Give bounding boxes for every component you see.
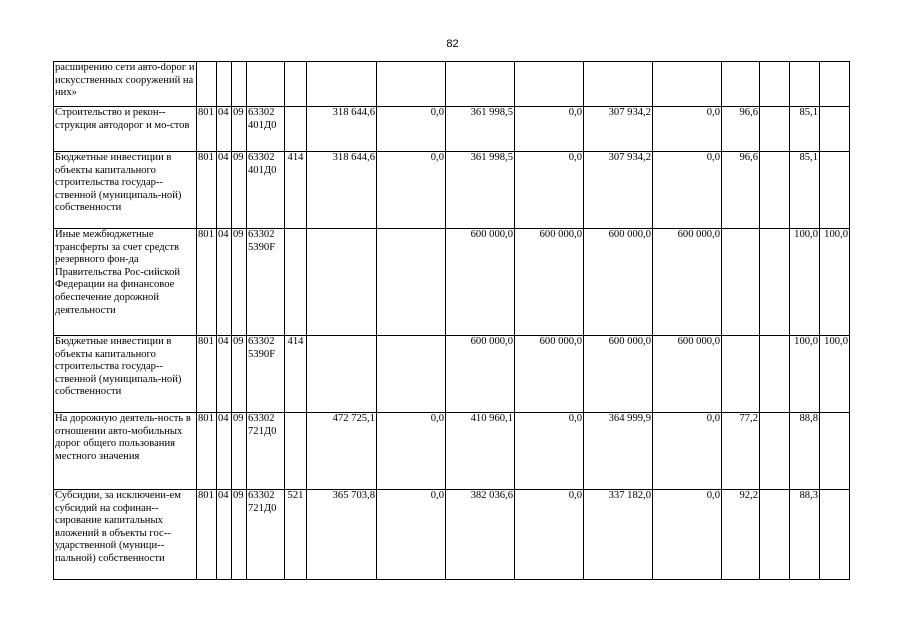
cell-exec-2018: 600 000,0 xyxy=(584,336,653,413)
cell-exec-2018-fed: 600 000,0 xyxy=(653,336,722,413)
cell-plan-2017-fed xyxy=(377,336,446,413)
cell-exec-2018: 600 000,0 xyxy=(584,229,653,336)
cell-pct-vs-plan-fed: 100,0 xyxy=(820,336,850,413)
cell-pct-vs-plan xyxy=(790,62,820,107)
cell-vr xyxy=(285,107,307,152)
cell-vr: 414 xyxy=(285,152,307,229)
cell-exec-2018-fed: 600 000,0 xyxy=(653,229,722,336)
cell-pct-vs-2017-fed xyxy=(760,490,790,580)
cell-csr: 63302 5390F xyxy=(247,229,285,336)
cell-kvsr: 801 xyxy=(197,152,217,229)
cell-plan-2017: 365 703,8 xyxy=(307,490,377,580)
cell-pct-vs-2017: 77,2 xyxy=(722,413,760,490)
row-name-cell: расширению сети авто-dорог и искусственных сооружений на них» xyxy=(54,62,197,107)
row-name-cell: Бюджетные инвестиции в объекты капитального строительства государ-ственной (муниципаль-ной) собственности xyxy=(54,336,197,413)
cell-exec-2018-fed: 0,0 xyxy=(653,107,722,152)
cell-rz: 04 xyxy=(217,413,232,490)
cell-plan-2017-fed: 0,0 xyxy=(377,107,446,152)
cell-kvsr: 801 xyxy=(197,107,217,152)
row-name-cell: Иные межбюджетные трансферты за счет средств резервного фон-да Правительства Рос-сийской Федерации на финансовое обеспечение дорожной деятельности xyxy=(54,229,197,336)
cell-plan-2017: 318 644,6 xyxy=(307,152,377,229)
cell-csr: 63302 721Д0 xyxy=(247,490,285,580)
cell-pct-vs-2017 xyxy=(722,229,760,336)
cell-rz: 04 xyxy=(217,336,232,413)
cell-pct-vs-plan-fed xyxy=(820,107,850,152)
cell-plan-2018-fed xyxy=(515,62,584,107)
cell-pct-vs-2017-fed xyxy=(760,413,790,490)
cell-rz: 04 xyxy=(217,107,232,152)
cell-plan-2017-fed xyxy=(377,229,446,336)
cell-kvsr xyxy=(197,62,217,107)
cell-plan-2018-fed: 600 000,0 xyxy=(515,336,584,413)
cell-vr: 414 xyxy=(285,336,307,413)
budget-table xyxy=(53,61,850,580)
table-row xyxy=(54,336,850,413)
cell-plan-2018 xyxy=(446,62,515,107)
cell-pct-vs-2017: 96,6 xyxy=(722,107,760,152)
cell-pct-vs-2017: 96,6 xyxy=(722,152,760,229)
cell-exec-2018-fed: 0,0 xyxy=(653,413,722,490)
cell-vr: 521 xyxy=(285,490,307,580)
cell-rz xyxy=(217,62,232,107)
cell-plan-2017 xyxy=(307,62,377,107)
cell-exec-2018: 337 182,0 xyxy=(584,490,653,580)
cell-vr xyxy=(285,413,307,490)
cell-plan-2017: 472 725,1 xyxy=(307,413,377,490)
cell-pct-vs-plan-fed xyxy=(820,152,850,229)
cell-pct-vs-plan: 85,1 xyxy=(790,107,820,152)
cell-pct-vs-plan: 88,3 xyxy=(790,490,820,580)
table-row xyxy=(54,229,850,336)
cell-pct-vs-2017 xyxy=(722,62,760,107)
cell-csr: 63302 401Д0 xyxy=(247,107,285,152)
cell-exec-2018-fed: 0,0 xyxy=(653,152,722,229)
cell-pct-vs-2017-fed xyxy=(760,229,790,336)
cell-pct-vs-plan: 100,0 xyxy=(790,336,820,413)
cell-kvsr: 801 xyxy=(197,490,217,580)
cell-pr xyxy=(232,62,247,107)
cell-plan-2018: 600 000,0 xyxy=(446,336,515,413)
cell-exec-2018: 307 934,2 xyxy=(584,152,653,229)
cell-plan-2018: 361 998,5 xyxy=(446,107,515,152)
table-row xyxy=(54,62,850,107)
cell-pct-vs-2017-fed xyxy=(760,152,790,229)
cell-plan-2018: 382 036,6 xyxy=(446,490,515,580)
cell-vr xyxy=(285,229,307,336)
cell-rz: 04 xyxy=(217,152,232,229)
cell-plan-2017-fed: 0,0 xyxy=(377,152,446,229)
cell-csr: 63302 401Д0 xyxy=(247,152,285,229)
row-name-cell: Субсидии, за исключени-ем субсидий на софинан-сирование капитальных вложений в объекты гос-ударственной (муници-пальной) собственности xyxy=(54,490,197,580)
cell-exec-2018-fed: 0,0 xyxy=(653,490,722,580)
row-name-cell: На дорожную деятель-ность в отношении авто-мобильных дорог общего пользования местного значения xyxy=(54,413,197,490)
cell-pct-vs-plan: 85,1 xyxy=(790,152,820,229)
cell-pct-vs-plan-fed xyxy=(820,413,850,490)
cell-exec-2018: 307 934,2 xyxy=(584,107,653,152)
cell-plan-2017 xyxy=(307,336,377,413)
cell-csr xyxy=(247,62,285,107)
cell-plan-2017 xyxy=(307,229,377,336)
cell-exec-2018 xyxy=(584,62,653,107)
row-name-cell: Бюджетные инвестиции в объекты капитального строительства государ-ственной (муниципаль-ной) собственности xyxy=(54,152,197,229)
cell-pct-vs-plan-fed xyxy=(820,62,850,107)
cell-csr: 63302 721Д0 xyxy=(247,413,285,490)
cell-pct-vs-2017 xyxy=(722,336,760,413)
cell-pr: 09 xyxy=(232,229,247,336)
cell-plan-2018: 410 960,1 xyxy=(446,413,515,490)
cell-plan-2017: 318 644,6 xyxy=(307,107,377,152)
cell-plan-2018: 361 998,5 xyxy=(446,152,515,229)
table-row xyxy=(54,413,850,490)
cell-plan-2018-fed: 0,0 xyxy=(515,152,584,229)
cell-pct-vs-plan: 100,0 xyxy=(790,229,820,336)
cell-pr: 09 xyxy=(232,107,247,152)
cell-plan-2017-fed: 0,0 xyxy=(377,413,446,490)
cell-kvsr: 801 xyxy=(197,229,217,336)
table-row xyxy=(54,490,850,580)
cell-pct-vs-2017-fed xyxy=(760,107,790,152)
cell-pct-vs-plan-fed: 100,0 xyxy=(820,229,850,336)
cell-plan-2018-fed: 0,0 xyxy=(515,413,584,490)
cell-plan-2017-fed: 0,0 xyxy=(377,490,446,580)
cell-plan-2018: 600 000,0 xyxy=(446,229,515,336)
cell-kvsr: 801 xyxy=(197,336,217,413)
cell-rz: 04 xyxy=(217,490,232,580)
cell-rz: 04 xyxy=(217,229,232,336)
table-row xyxy=(54,152,850,229)
cell-exec-2018: 364 999,9 xyxy=(584,413,653,490)
cell-pct-vs-plan: 88,8 xyxy=(790,413,820,490)
cell-exec-2018-fed xyxy=(653,62,722,107)
cell-plan-2017-fed xyxy=(377,62,446,107)
cell-pct-vs-2017-fed xyxy=(760,62,790,107)
page-number: 82 xyxy=(446,38,459,50)
cell-plan-2018-fed: 600 000,0 xyxy=(515,229,584,336)
cell-pr: 09 xyxy=(232,490,247,580)
cell-pr: 09 xyxy=(232,336,247,413)
cell-pr: 09 xyxy=(232,413,247,490)
cell-pr: 09 xyxy=(232,152,247,229)
row-name-cell: Строительство и рекон-струкция автодорог и мо-стов xyxy=(54,107,197,152)
cell-kvsr: 801 xyxy=(197,413,217,490)
cell-pct-vs-plan-fed xyxy=(820,490,850,580)
cell-pct-vs-2017-fed xyxy=(760,336,790,413)
cell-plan-2018-fed: 0,0 xyxy=(515,490,584,580)
table-row xyxy=(54,107,850,152)
cell-pct-vs-2017: 92,2 xyxy=(722,490,760,580)
cell-plan-2018-fed: 0,0 xyxy=(515,107,584,152)
cell-vr xyxy=(285,62,307,107)
cell-csr: 63302 5390F xyxy=(247,336,285,413)
